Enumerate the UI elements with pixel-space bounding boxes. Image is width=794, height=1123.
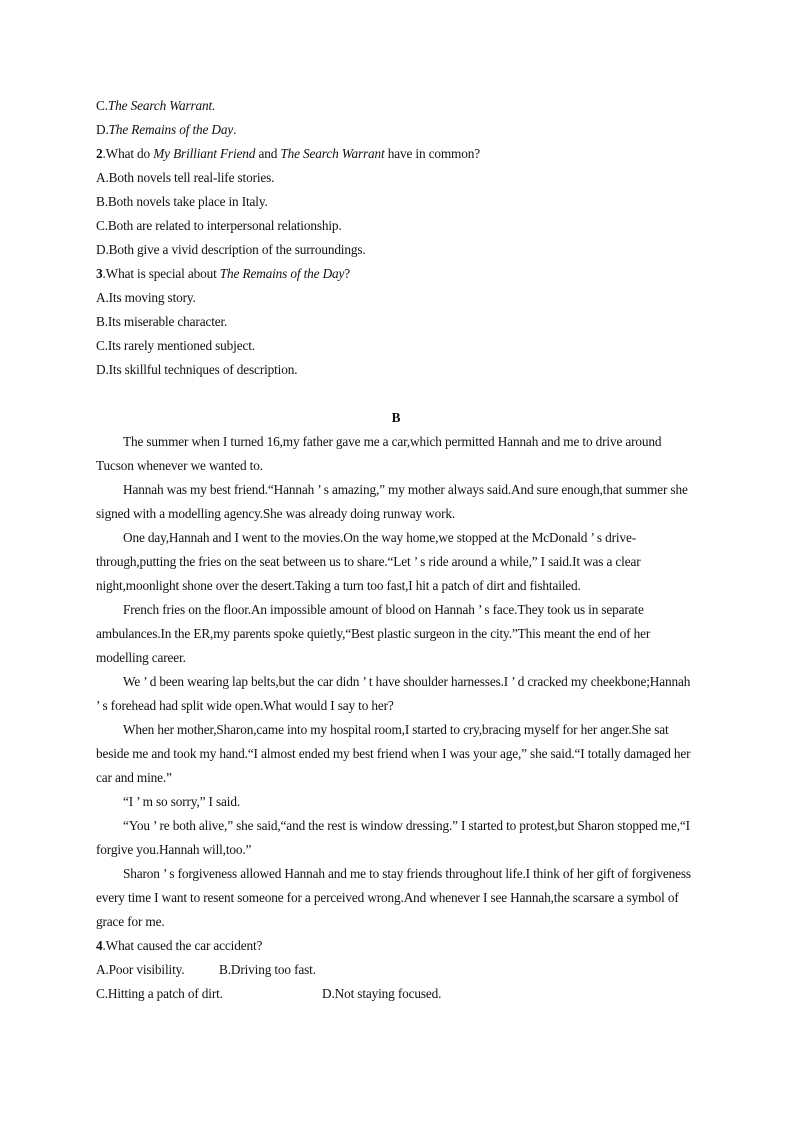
question-number: 3 xyxy=(96,266,103,281)
stem-text: have in common? xyxy=(384,146,480,161)
question-number: 4 xyxy=(96,938,103,953)
passage-paragraph: Sharon ’ s forgiveness allowed Hannah and me to stay friends throughout life.I think of her gift of forgiveness every time I want to resent someone for a perceived wrong.And whenever I see Hannah,the scarsare a symbol of grace for me. xyxy=(96,866,691,929)
passage-paragraph: French fries on the floor.An impossible amount of blood on Hannah ’ s face.They took us in separate ambulances.In the ER,my parents spoke quietly,“Best plastic surgeon in the city.”This meant the end of her modelling career. xyxy=(96,602,651,665)
passage-paragraph: The summer when I turned 16,my father gave me a car,which permitted Hannah and me to drive around Tucson whenever we wanted to. xyxy=(96,434,662,473)
passage-paragraph: When her mother,Sharon,came into my hospital room,I started to cry,bracing myself for her anger.She sat beside me and took my hand.“I almost ended my best friend when I was your age,” she said.“I totally damaged her car and mine.” xyxy=(96,722,691,785)
question-3-stem xyxy=(96,262,696,286)
question-4-stem xyxy=(96,934,696,958)
exam-page xyxy=(96,94,696,1006)
q4-option-d: D.Not staying focused. xyxy=(322,986,442,1001)
option-letter: C. xyxy=(96,98,108,113)
q2-option-b: B.Both novels take place in Italy. xyxy=(96,194,268,209)
punctuation: . xyxy=(233,122,237,137)
q3-option-c: C.Its rarely mentioned subject. xyxy=(96,338,255,353)
q4-options-row-1 xyxy=(96,958,696,982)
q4-option-a: A.Poor visibility. xyxy=(96,962,185,977)
book-title: The Search Warrant. xyxy=(107,98,216,113)
q2-option-d: D.Both give a vivid description of the surroundings. xyxy=(96,242,366,257)
q2-option-c: C.Both are related to interpersonal relationship. xyxy=(96,218,342,233)
passage-paragraph: Hannah was my best friend.“Hannah ’ s amazing,” my mother always said.And sure enough,that summer she signed with a modelling agency.She was already doing runway work. xyxy=(96,482,688,521)
section-b-heading: B xyxy=(391,410,401,425)
book-title: The Remains of the Day xyxy=(108,122,234,137)
q3-option-b: B.Its miserable character. xyxy=(96,314,228,329)
stem-text: ? xyxy=(344,266,351,281)
q4-option-b: B.Driving too fast. xyxy=(219,962,316,977)
question-number: 2 xyxy=(96,146,103,161)
passage-paragraph: One day,Hannah and I went to the movies.On the way home,we stopped at the McDonald ’ s drive-through,putting the fries on the seat between us to share.“Let ’ s ride around a while,” I said.It was a clear night,moonlight shone over the desert.Taking a turn too fast,I hit a patch of dirt and fishtailed. xyxy=(96,530,641,593)
book-title: My Brilliant Friend xyxy=(153,146,256,161)
q4-option-c: C.Hitting a patch of dirt. xyxy=(96,986,223,1001)
stem-text: .What is special about xyxy=(102,266,220,281)
stem-text: and xyxy=(255,146,281,161)
q1-option-d xyxy=(96,118,696,142)
passage-paragraph: We ’ d been wearing lap belts,but the car didn ’ t have shoulder harnesses.I ’ d cracked my cheekbone;Hannah ’ s forehead had split wide open.What would I say to her? xyxy=(96,674,691,713)
passage-paragraph: “I ’ m so sorry,” I said. xyxy=(123,794,240,809)
book-title: The Remains of the Day xyxy=(219,266,345,281)
stem-text: .What do xyxy=(102,146,154,161)
option-letter: D. xyxy=(96,122,109,137)
q3-option-a: A.Its moving story. xyxy=(96,290,196,305)
stem-text: .What caused the car accident? xyxy=(102,938,263,953)
book-title: The Search Warrant xyxy=(280,146,385,161)
passage-paragraph: “You ’ re both alive,” she said,“and the rest is window dressing.” I started to protest,but Sharon stopped me,“I forgive you.Hannah will,too.” xyxy=(96,818,690,857)
spacer xyxy=(96,382,696,406)
q2-option-a: A.Both novels tell real-life stories. xyxy=(96,170,275,185)
q1-option-c xyxy=(96,94,696,118)
q4-options-row-2 xyxy=(96,982,696,1006)
question-2-stem xyxy=(96,142,696,166)
q3-option-d: D.Its skillful techniques of description. xyxy=(96,362,298,377)
